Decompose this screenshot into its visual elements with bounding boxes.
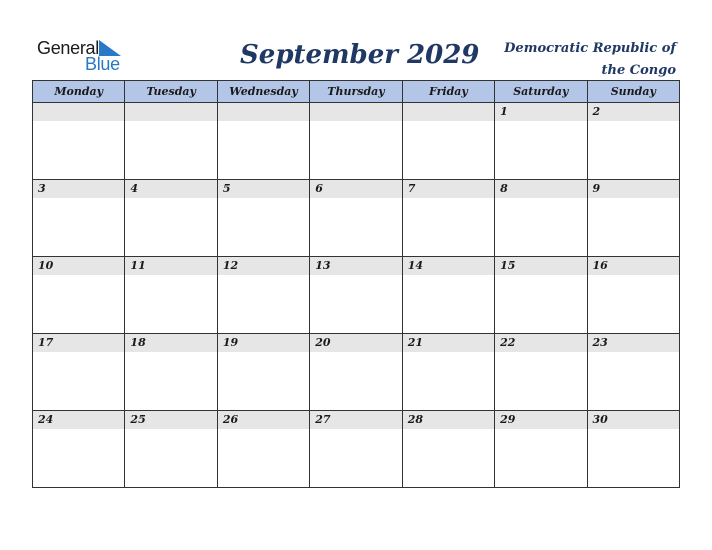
day-cell[interactable] [125, 180, 217, 257]
day-number: 8 [495, 180, 586, 198]
day-number: 4 [125, 180, 216, 198]
day-cell[interactable] [495, 180, 587, 257]
day-number: 9 [588, 180, 679, 198]
logo-text-blue: Blue [85, 54, 120, 74]
day-number: 19 [218, 334, 309, 352]
day-cell[interactable] [33, 334, 125, 411]
weekday-header: Saturday [495, 81, 587, 103]
day-number: 22 [495, 334, 586, 352]
day-cell[interactable] [310, 180, 402, 257]
day-cell[interactable] [33, 411, 125, 488]
day-cell[interactable] [310, 103, 402, 180]
calendar-title: September 2029 [240, 40, 480, 70]
day-cell[interactable] [217, 103, 309, 180]
day-number: 21 [403, 334, 494, 352]
logo-text-general: General [37, 38, 99, 58]
week-row [33, 180, 680, 257]
day-number: 3 [33, 180, 124, 198]
day-cell[interactable] [587, 257, 679, 334]
day-cell[interactable] [217, 180, 309, 257]
day-number: 15 [495, 257, 586, 275]
week-row [33, 334, 680, 411]
day-number [218, 103, 309, 121]
day-cell[interactable] [125, 411, 217, 488]
day-cell[interactable] [402, 180, 494, 257]
day-cell[interactable] [310, 257, 402, 334]
day-cell[interactable] [217, 257, 309, 334]
day-number: 2 [588, 103, 679, 121]
day-number: 29 [495, 411, 586, 429]
day-number: 1 [495, 103, 586, 121]
day-cell[interactable] [587, 103, 679, 180]
day-cell[interactable] [310, 411, 402, 488]
day-number: 7 [403, 180, 494, 198]
weekday-header: Wednesday [217, 81, 309, 103]
day-cell[interactable] [125, 257, 217, 334]
day-cell[interactable] [125, 334, 217, 411]
day-cell[interactable] [402, 103, 494, 180]
day-cell[interactable] [125, 103, 217, 180]
day-number [403, 103, 494, 121]
week-row [33, 411, 680, 488]
day-number: 6 [310, 180, 401, 198]
day-number [125, 103, 216, 121]
day-number: 25 [125, 411, 216, 429]
day-number [310, 103, 401, 121]
day-number: 17 [33, 334, 124, 352]
weekday-header: Sunday [587, 81, 679, 103]
day-number: 11 [125, 257, 216, 275]
day-cell[interactable] [495, 257, 587, 334]
day-number: 12 [218, 257, 309, 275]
day-number: 30 [588, 411, 679, 429]
day-cell[interactable] [402, 334, 494, 411]
week-row [33, 257, 680, 334]
day-cell[interactable] [402, 411, 494, 488]
day-number: 28 [403, 411, 494, 429]
day-cell[interactable] [587, 411, 679, 488]
day-number [33, 103, 124, 121]
day-number: 20 [310, 334, 401, 352]
day-number: 23 [588, 334, 679, 352]
day-cell[interactable] [217, 411, 309, 488]
day-number: 16 [588, 257, 679, 275]
weekday-header: Tuesday [125, 81, 217, 103]
calendar-grid [32, 80, 680, 488]
generalblue-logo [37, 38, 137, 74]
week-row [33, 103, 680, 180]
day-cell[interactable] [495, 411, 587, 488]
day-number: 10 [33, 257, 124, 275]
day-cell[interactable] [310, 334, 402, 411]
day-number: 13 [310, 257, 401, 275]
day-cell[interactable] [33, 257, 125, 334]
weekday-header: Monday [33, 81, 125, 103]
day-number: 26 [218, 411, 309, 429]
day-cell[interactable] [495, 103, 587, 180]
day-cell[interactable] [495, 334, 587, 411]
weekday-header: Thursday [310, 81, 402, 103]
day-cell[interactable] [587, 334, 679, 411]
day-cell[interactable] [33, 103, 125, 180]
day-cell[interactable] [217, 334, 309, 411]
day-number: 24 [33, 411, 124, 429]
day-number: 18 [125, 334, 216, 352]
day-cell[interactable] [402, 257, 494, 334]
country-name: Democratic Republic of the Congo [504, 41, 676, 78]
day-number: 14 [403, 257, 494, 275]
weekday-header: Friday [402, 81, 494, 103]
day-number: 27 [310, 411, 401, 429]
day-number: 5 [218, 180, 309, 198]
weekday-header-row [33, 81, 680, 103]
day-cell[interactable] [587, 180, 679, 257]
day-cell[interactable] [33, 180, 125, 257]
